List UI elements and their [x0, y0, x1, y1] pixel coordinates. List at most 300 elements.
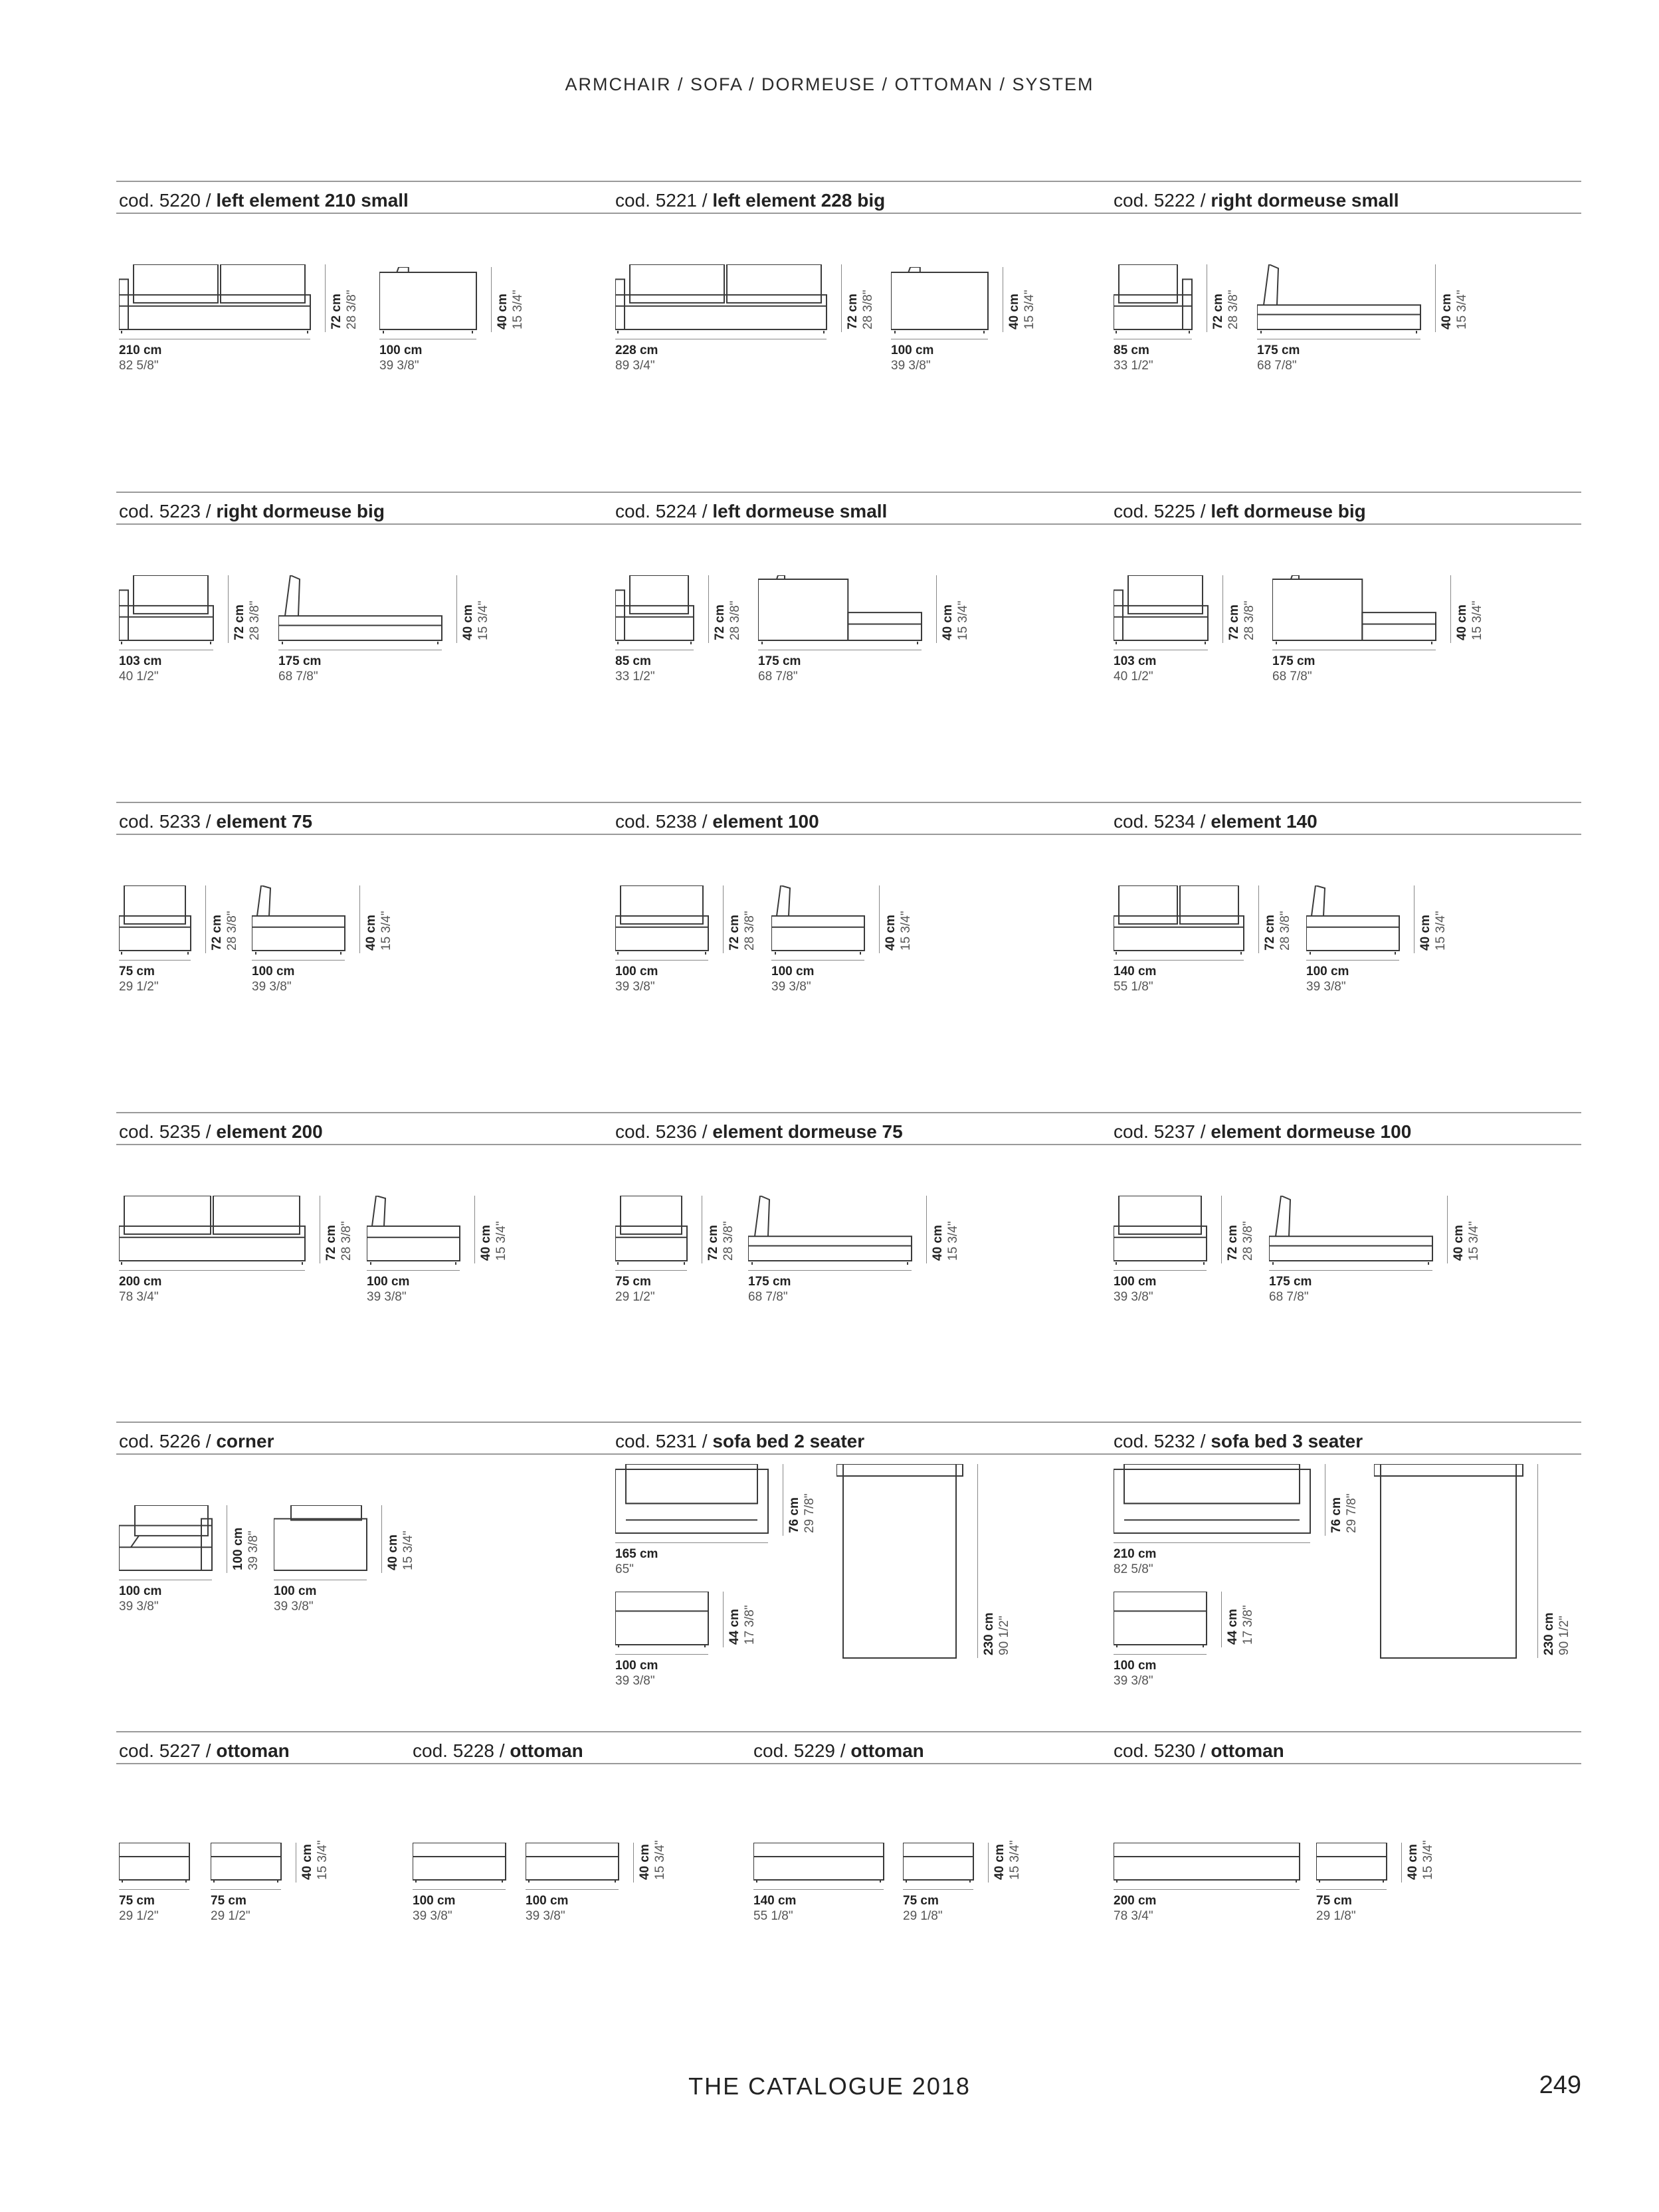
ottoman-drawing	[615, 1592, 708, 1647]
width-label-inch: 68 7/8"	[1257, 359, 1297, 373]
width-dimension-line	[1114, 1542, 1310, 1543]
product-drawing	[1316, 1843, 1395, 1890]
width-label-inch: 40 1/2"	[1114, 670, 1153, 684]
product-title	[119, 811, 312, 832]
height-label-inch: 90 1/2"	[1557, 1615, 1571, 1655]
width-label-cm: 100 cm	[274, 1584, 317, 1598]
product-drawing	[1114, 885, 1252, 961]
product-drawing	[1114, 575, 1216, 651]
width-label-inch: 68 7/8"	[1272, 670, 1312, 684]
product-name: element 200	[216, 1121, 323, 1142]
product-code: cod. 5234 /	[1114, 811, 1211, 832]
height-label-inch: 15 3/4"	[946, 1221, 960, 1261]
height-dimension-line	[474, 1196, 475, 1263]
section-rule-bottom	[116, 213, 1581, 214]
width-label	[771, 964, 814, 994]
height-label	[460, 600, 491, 640]
ottoman-drawing	[1114, 1843, 1300, 1883]
width-label-inch: 29 1/2"	[211, 1909, 250, 1923]
width-dimension-line	[1269, 1270, 1432, 1271]
width-label-inch: 82 5/8"	[1114, 1562, 1153, 1576]
height-label	[363, 911, 394, 951]
section-rule-bottom	[116, 1453, 1581, 1455]
height-label-inch: 15 3/4"	[379, 911, 393, 951]
width-label	[252, 964, 294, 994]
product-title	[615, 1121, 903, 1143]
width-label-inch: 89 3/4"	[615, 359, 655, 373]
product-code: cod. 5235 /	[119, 1121, 217, 1142]
width-label	[1257, 343, 1300, 373]
width-label-cm: 140 cm	[753, 1894, 797, 1908]
product-name: left dormeuse big	[1211, 501, 1366, 521]
width-dimension-line	[1114, 1270, 1207, 1271]
height-label-inch: 17 3/8"	[1241, 1605, 1255, 1645]
width-label-inch: 39 3/8"	[252, 980, 292, 994]
height-label	[637, 1840, 668, 1880]
front-drawing	[615, 264, 827, 333]
height-label-inch: 15 3/4"	[511, 290, 525, 329]
height-label-inch: 28 3/8"	[340, 1221, 353, 1261]
height-dimension-line	[723, 1592, 724, 1647]
width-label-inch: 68 7/8"	[1269, 1290, 1309, 1304]
width-label	[615, 1274, 655, 1305]
width-label-cm: 75 cm	[903, 1894, 939, 1908]
height-label	[1454, 600, 1485, 640]
product-drawing	[526, 1843, 627, 1890]
chaise-drawing	[1257, 264, 1420, 333]
product-code: cod. 5229 /	[753, 1740, 851, 1761]
width-label-inch: 33 1/2"	[1114, 359, 1153, 373]
width-label-cm: 175 cm	[278, 654, 322, 668]
height-label-cm: 44 cm	[1226, 1609, 1240, 1645]
width-label-cm: 165 cm	[615, 1547, 658, 1561]
chaise-drawing	[278, 575, 442, 644]
product-code: cod. 5231 /	[615, 1431, 713, 1451]
height-dimension-line	[1258, 885, 1259, 953]
width-dimension-line	[615, 1654, 708, 1655]
height-dimension-line	[926, 1196, 927, 1263]
block-drawing	[379, 267, 476, 333]
product-name: ottoman	[510, 1740, 583, 1761]
height-label	[1405, 1840, 1436, 1880]
height-label-inch: 29 7/8"	[803, 1493, 817, 1533]
product-drawing	[1114, 1592, 1215, 1655]
width-label-cm: 100 cm	[367, 1275, 410, 1289]
product-code: cod. 5237 /	[1114, 1121, 1211, 1142]
width-label-cm: 210 cm	[1114, 1547, 1157, 1561]
product-code: cod. 5227 /	[119, 1740, 217, 1761]
product-title	[119, 190, 409, 211]
width-label-inch: 39 3/8"	[119, 1600, 159, 1613]
height-dimension-line	[1401, 1843, 1402, 1883]
height-label	[1418, 911, 1448, 951]
section-rule-top	[116, 1731, 1581, 1732]
width-label	[748, 1274, 791, 1305]
section-rule-bottom	[116, 1144, 1581, 1145]
width-dimension-line	[1114, 960, 1244, 961]
product-drawing	[615, 885, 716, 961]
height-label-inch: 28 3/8"	[722, 1221, 735, 1261]
height-dimension-line	[1222, 575, 1223, 643]
height-label	[787, 1493, 817, 1533]
width-label-inch: 39 3/8"	[615, 980, 655, 994]
height-label	[231, 1528, 261, 1570]
height-label-cm: 40 cm	[364, 915, 378, 951]
product-drawing	[753, 1843, 892, 1890]
width-label-inch: 29 1/2"	[615, 1290, 655, 1304]
height-label	[1225, 1221, 1256, 1261]
height-label	[1225, 1605, 1256, 1645]
sofabed-drawing	[615, 1464, 768, 1533]
height-dimension-line	[1450, 575, 1451, 643]
bedtop-drawing	[836, 1464, 963, 1658]
side-drawing	[367, 1196, 460, 1265]
width-label-inch: 39 3/8"	[771, 980, 811, 994]
width-label	[119, 343, 161, 373]
width-label-cm: 140 cm	[1114, 965, 1157, 978]
height-label-cm: 230 cm	[1542, 1612, 1556, 1655]
height-label-inch: 15 3/4"	[899, 911, 913, 951]
product-title	[119, 1431, 274, 1452]
product-title	[119, 501, 385, 522]
height-label-inch: 28 3/8"	[345, 290, 359, 329]
height-label-cm: 40 cm	[941, 604, 955, 640]
height-dimension-line	[325, 264, 326, 332]
sofabed-drawing	[1114, 1464, 1310, 1533]
width-label-cm: 103 cm	[1114, 654, 1157, 668]
width-label-cm: 100 cm	[1114, 1275, 1157, 1289]
height-dimension-line	[633, 1843, 634, 1883]
height-label	[232, 600, 262, 640]
chaise-drawing	[1269, 1196, 1432, 1265]
height-label-cm: 100 cm	[231, 1527, 245, 1570]
height-label	[478, 1221, 509, 1261]
width-dimension-line	[1114, 1654, 1207, 1655]
product-title	[413, 1740, 583, 1762]
product-code: cod. 5223 /	[119, 501, 217, 521]
height-label	[300, 1840, 330, 1880]
height-label-cm: 40 cm	[496, 294, 510, 329]
section-rule-bottom	[116, 834, 1581, 835]
product-name: ottoman	[850, 1740, 924, 1761]
side-drawing	[1306, 885, 1399, 955]
height-label-inch: 28 3/8"	[1242, 600, 1256, 640]
height-label	[992, 1840, 1023, 1880]
product-name: corner	[216, 1431, 274, 1451]
product-title	[1114, 1740, 1284, 1762]
product-drawing	[1306, 885, 1407, 961]
product-title	[1114, 190, 1399, 211]
page-header: ARMCHAIR / SOFA / DORMEUSE / OTTOMAN / SYSTEM	[565, 74, 1094, 94]
width-label	[526, 1893, 568, 1924]
height-label-inch: 15 3/4"	[1008, 1840, 1022, 1880]
front-drawing	[615, 885, 708, 955]
height-dimension-line	[879, 885, 880, 953]
width-dimension-line	[615, 1542, 768, 1543]
height-dimension-line	[723, 885, 724, 953]
height-label-cm: 40 cm	[1455, 604, 1469, 640]
height-label-inch: 17 3/8"	[743, 1605, 757, 1645]
height-label-cm: 72 cm	[324, 1225, 338, 1261]
front-drawing	[119, 264, 310, 333]
width-label	[1114, 964, 1156, 994]
height-label-inch: 15 3/4"	[1467, 1221, 1481, 1261]
product-name: element 100	[712, 811, 819, 832]
width-label-cm: 175 cm	[758, 654, 801, 668]
product-name: left element 228 big	[712, 190, 886, 211]
height-label-cm: 40 cm	[993, 1844, 1007, 1880]
section-rule-bottom	[116, 1763, 1581, 1764]
height-label-cm: 40 cm	[300, 1844, 314, 1880]
product-name: right dormeuse small	[1211, 190, 1399, 211]
product-title	[119, 1121, 323, 1143]
width-label	[615, 343, 658, 373]
height-label-cm: 40 cm	[1440, 294, 1454, 329]
product-drawing	[413, 1843, 514, 1890]
product-title	[615, 811, 819, 832]
section-rule-top	[116, 1112, 1581, 1113]
height-label-cm: 40 cm	[461, 604, 475, 640]
height-label-cm: 72 cm	[706, 1225, 720, 1261]
product-drawing	[119, 1196, 313, 1271]
ottoman-drawing	[211, 1843, 281, 1883]
width-label	[1306, 964, 1349, 994]
height-label-inch: 15 3/4"	[316, 1840, 330, 1880]
width-label-inch: 39 3/8"	[526, 1909, 565, 1923]
section-rule-top	[116, 1422, 1581, 1423]
width-label-cm: 85 cm	[615, 654, 651, 668]
product-drawing	[379, 267, 484, 340]
width-label	[615, 1546, 658, 1577]
product-drawing	[615, 1196, 695, 1271]
product-name: right dormeuse big	[216, 501, 385, 521]
product-code: cod. 5221 /	[615, 190, 713, 211]
height-dimension-line	[1221, 1196, 1222, 1263]
product-drawing	[119, 575, 221, 651]
bedtop-drawing	[1374, 1464, 1523, 1658]
product-code: cod. 5222 /	[1114, 190, 1211, 211]
width-dimension-line	[771, 960, 864, 961]
width-label-inch: 55 1/8"	[753, 1909, 793, 1923]
product-title	[119, 1740, 290, 1762]
height-label-cm: 72 cm	[210, 915, 224, 951]
height-label-inch: 28 3/8"	[1278, 911, 1292, 951]
height-label-cm: 230 cm	[982, 1612, 996, 1655]
height-label-inch: 28 3/8"	[225, 911, 239, 951]
height-label	[1262, 911, 1293, 951]
product-drawing	[274, 1505, 375, 1581]
width-label-cm: 100 cm	[379, 343, 423, 357]
product-code: cod. 5225 /	[1114, 501, 1211, 521]
product-drawing	[1114, 264, 1200, 340]
footer-title: THE CATALOGUE 2018	[688, 2073, 971, 2100]
width-label-cm: 85 cm	[1114, 343, 1149, 357]
width-label-cm: 103 cm	[119, 654, 162, 668]
height-label	[940, 600, 971, 640]
height-label-inch: 29 7/8"	[1345, 1493, 1359, 1533]
width-dimension-line	[119, 1889, 189, 1890]
product-drawing	[1272, 575, 1444, 651]
width-label-inch: 39 3/8"	[1114, 1674, 1153, 1688]
height-dimension-line	[708, 575, 709, 643]
width-label-cm: 75 cm	[211, 1894, 246, 1908]
height-label	[712, 600, 743, 640]
product-drawing	[903, 1843, 981, 1890]
height-label-cm: 40 cm	[884, 915, 898, 951]
product-title	[753, 1740, 924, 1762]
height-label-inch: 15 3/4"	[653, 1840, 667, 1880]
height-label	[209, 911, 240, 951]
chaiseblock-drawing	[758, 575, 922, 644]
corner-drawing	[119, 1505, 212, 1570]
height-label-cm: 72 cm	[846, 294, 860, 329]
height-dimension-line	[841, 264, 842, 332]
side-drawing	[771, 885, 864, 955]
product-name: ottoman	[1211, 1740, 1284, 1761]
width-dimension-line	[119, 1270, 305, 1271]
product-drawing	[1114, 1464, 1318, 1544]
chaiseblock-drawing	[1272, 575, 1436, 644]
height-label-cm: 72 cm	[1211, 294, 1225, 329]
width-dimension-line	[119, 960, 191, 961]
front-drawing	[119, 1196, 305, 1265]
width-label-cm: 100 cm	[771, 965, 815, 978]
height-label-cm: 76 cm	[1329, 1497, 1343, 1533]
front-drawing	[1114, 575, 1208, 644]
product-drawing	[211, 1843, 289, 1890]
width-dimension-line	[211, 1889, 281, 1890]
product-code: cod. 5226 /	[119, 1431, 217, 1451]
product-drawing	[1257, 264, 1428, 340]
product-title	[615, 190, 885, 211]
height-dimension-line	[1221, 1592, 1222, 1647]
height-label	[1451, 1221, 1482, 1261]
height-label	[930, 1221, 961, 1261]
height-label-cm: 72 cm	[1227, 604, 1241, 640]
height-label	[706, 1221, 736, 1261]
product-title	[1114, 1431, 1363, 1452]
width-label-inch: 40 1/2"	[119, 670, 159, 684]
height-label-cm: 40 cm	[1452, 1225, 1466, 1261]
width-label	[1114, 1893, 1156, 1924]
height-label-inch: 15 3/4"	[476, 600, 490, 640]
product-drawing	[1114, 1843, 1308, 1890]
product-drawing	[748, 1196, 920, 1271]
width-label-inch: 78 3/4"	[119, 1290, 159, 1304]
height-label-inch: 15 3/4"	[1434, 911, 1448, 951]
width-label	[119, 1584, 161, 1614]
height-label-inch: 28 3/8"	[861, 290, 875, 329]
height-dimension-line	[359, 885, 360, 953]
front-drawing	[615, 575, 694, 644]
product-title	[615, 501, 887, 522]
width-label-cm: 100 cm	[891, 343, 934, 357]
height-label-inch: 15 3/4"	[1421, 1840, 1435, 1880]
width-label-cm: 75 cm	[119, 965, 155, 978]
height-label-cm: 40 cm	[931, 1225, 945, 1261]
product-drawing	[1269, 1196, 1440, 1271]
height-label-cm: 40 cm	[1406, 1844, 1420, 1880]
width-label-inch: 39 3/8"	[379, 359, 419, 373]
section-rule-top	[116, 802, 1581, 803]
product-drawing	[615, 264, 834, 340]
width-label	[211, 1893, 250, 1924]
width-label	[1114, 1546, 1156, 1577]
height-label-cm: 40 cm	[386, 1534, 400, 1570]
product-drawing	[615, 1592, 716, 1655]
height-dimension-line	[228, 575, 229, 643]
width-label	[758, 654, 801, 684]
height-label-cm: 72 cm	[713, 604, 727, 640]
width-label-inch: 39 3/8"	[367, 1290, 407, 1304]
height-label	[727, 911, 757, 951]
section-rule-top	[116, 492, 1581, 493]
width-label	[1316, 1893, 1356, 1924]
width-label-inch: 82 5/8"	[119, 359, 159, 373]
width-label-inch: 33 1/2"	[615, 670, 655, 684]
height-label-cm: 40 cm	[479, 1225, 493, 1261]
product-drawing	[252, 885, 353, 961]
height-dimension-line	[988, 1843, 989, 1883]
width-label-inch: 39 3/8"	[1306, 980, 1346, 994]
page-number: 249	[1539, 2071, 1581, 2099]
product-drawing	[771, 885, 872, 961]
front-drawing	[119, 885, 191, 955]
width-label-inch: 55 1/8"	[1114, 980, 1153, 994]
width-dimension-line	[252, 960, 345, 961]
product-name: sofa bed 3 seater	[1211, 1431, 1363, 1451]
product-drawing	[278, 575, 450, 651]
product-title	[1114, 1121, 1411, 1143]
height-label-inch: 28 3/8"	[1241, 1221, 1255, 1261]
height-label-inch: 15 3/4"	[401, 1530, 415, 1570]
height-label-cm: 40 cm	[638, 1844, 652, 1880]
width-label-cm: 200 cm	[119, 1275, 162, 1289]
width-label	[903, 1893, 943, 1924]
product-code: cod. 5228 /	[413, 1740, 510, 1761]
width-label-cm: 100 cm	[615, 965, 658, 978]
height-dimension-line	[1447, 1196, 1448, 1263]
height-label-cm: 72 cm	[728, 915, 741, 951]
width-label-cm: 75 cm	[615, 1275, 651, 1289]
width-label	[119, 964, 159, 994]
width-label-inch: 39 3/8"	[274, 1600, 314, 1613]
height-label-inch: 28 3/8"	[248, 600, 262, 640]
height-label	[727, 1605, 757, 1645]
front-drawing	[1114, 264, 1192, 333]
height-label-inch: 15 3/4"	[1470, 600, 1484, 640]
height-label-inch: 90 1/2"	[997, 1615, 1011, 1655]
width-label-inch: 39 3/8"	[891, 359, 931, 373]
width-label-inch: 39 3/8"	[615, 1674, 655, 1688]
width-label-inch: 39 3/8"	[1114, 1290, 1153, 1304]
width-label	[1114, 654, 1156, 684]
width-label	[367, 1274, 409, 1305]
width-dimension-line	[748, 1270, 912, 1271]
product-name: sofa bed 2 seater	[712, 1431, 865, 1451]
width-label	[1114, 1658, 1156, 1689]
width-dimension-line	[526, 1889, 619, 1890]
product-code: cod. 5224 /	[615, 501, 713, 521]
ottoman-drawing	[753, 1843, 884, 1883]
height-label-cm: 72 cm	[330, 294, 343, 329]
block-drawing	[891, 267, 988, 333]
width-label-cm: 100 cm	[1114, 1659, 1157, 1673]
width-label	[891, 343, 933, 373]
product-title	[1114, 501, 1366, 522]
width-label	[615, 1658, 658, 1689]
width-label	[753, 1893, 796, 1924]
